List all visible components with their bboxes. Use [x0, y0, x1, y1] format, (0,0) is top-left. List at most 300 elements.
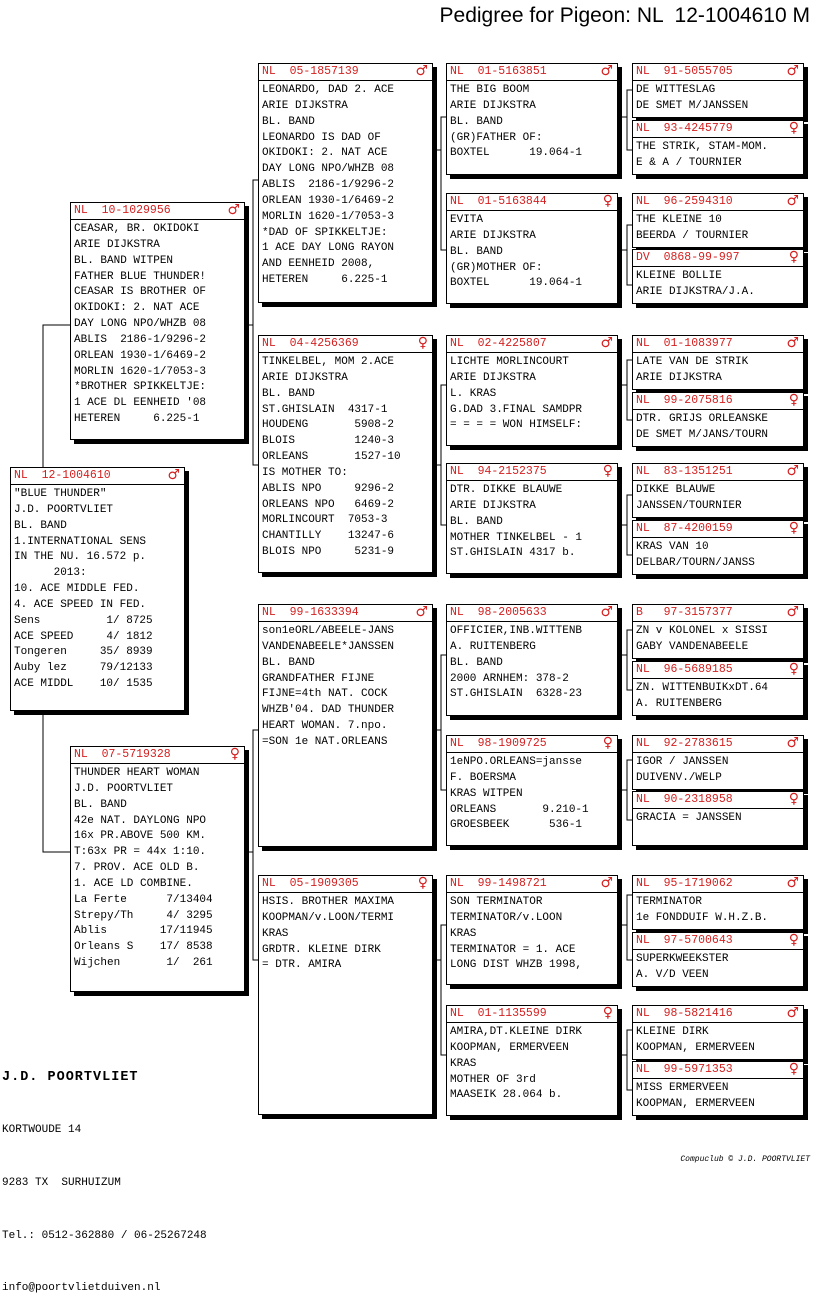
ring-number: NL 05-1909305 — [262, 877, 359, 890]
detail-line: ARIE DIJKSTRA — [450, 499, 536, 512]
pigeon-card-sire-sire[interactable] — [258, 63, 433, 303]
card-header — [447, 736, 617, 753]
sex-icon: ♂ — [227, 202, 240, 218]
detail-line: DE SMET M/JANSSEN — [636, 99, 749, 112]
card-details — [633, 1023, 803, 1057]
detail-line: LONG DIST WHZB 1998, — [450, 959, 583, 972]
ring-number: NL 02-4225807 — [450, 337, 547, 350]
detail-line: ORLEANS 9.210-1 — [450, 803, 589, 816]
ring-number: NL 01-1135599 — [450, 1007, 547, 1020]
card-header — [259, 605, 432, 622]
connector-s — [249, 180, 258, 465]
detail-line: = = = = WON HIMSELF: — [450, 419, 583, 432]
pigeon-card-sss[interactable] — [446, 63, 618, 175]
detail-line: SON TERMINATOR — [450, 896, 543, 908]
detail-line: BL. BAND — [450, 115, 503, 128]
card-header — [633, 250, 803, 267]
detail-line: MOTHER TINKELBEL - 1 — [450, 531, 583, 544]
detail-line: L. KRAS — [450, 387, 497, 400]
detail-line: BLOIS 1240-3 — [262, 435, 395, 448]
detail-line: FATHER BLUE THUNDER! — [74, 270, 207, 283]
detail-line: Ablis 17/11945 — [74, 925, 213, 938]
ring-number: B 97-3157377 — [636, 606, 733, 619]
card-details — [71, 220, 244, 428]
detail-line: KOOPMAN, ERMERVEEN — [636, 1041, 755, 1054]
card-header — [447, 336, 617, 353]
card-header — [447, 605, 617, 622]
ring-number: NL 10-1029956 — [74, 204, 171, 217]
sex-icon: ♀ — [788, 392, 799, 408]
owner-phone: Tel.: 0512-362880 / 06-25267248 — [2, 1229, 207, 1242]
detail-line: TERMINATOR = 1. ACE — [450, 943, 576, 956]
detail-line: HEART WOMAN. 7.npo. — [262, 720, 388, 733]
detail-line: KOOPMAN/v.LOON/TERMI — [262, 911, 395, 924]
detail-line: Strepy/Th 4/ 3295 — [74, 909, 213, 922]
pigeon-card-sire[interactable] — [70, 202, 245, 440]
detail-line: FIJNE=4th NAT. COCK — [262, 688, 388, 701]
detail-line: HETEREN 6.225-1 — [74, 413, 200, 426]
card-details — [633, 622, 803, 656]
pigeon-card-g4-13[interactable] — [632, 875, 804, 930]
card-details — [11, 485, 184, 693]
card-details — [633, 1079, 803, 1113]
detail-line: ABLIS 2186-1/9296-2 — [74, 333, 207, 346]
detail-line: ABLIS 2186-1/9296-2 — [262, 179, 395, 192]
sex-icon: ♀ — [788, 791, 799, 807]
detail-line: OKIDOKI: 2. NAT ACE — [262, 147, 388, 160]
detail-line: BEERDA / TOURNIER — [636, 229, 749, 242]
ring-number: NL 04-4256369 — [262, 337, 359, 350]
pigeon-card-dsd[interactable] — [446, 735, 618, 846]
detail-line: J.D. POORTVLIET — [14, 503, 114, 516]
detail-line: 2000 ARNHEM: 378-2 — [450, 672, 569, 685]
detail-line: SUPERKWEEKSTER — [636, 953, 729, 965]
detail-line: MAASEIK 28.064 b. — [450, 1089, 563, 1102]
detail-line: THE KLEINE 10 — [636, 214, 722, 226]
ring-number: NL 98-5821416 — [636, 1007, 733, 1020]
card-details — [633, 893, 803, 927]
sex-icon: ♂ — [600, 63, 613, 79]
sex-icon: ♂ — [600, 335, 613, 351]
sex-icon: ♂ — [786, 463, 799, 479]
connector-sds — [622, 360, 632, 420]
page-title: Pedigree for Pigeon: NL 12-1004610 M — [439, 4, 810, 27]
detail-line: BOXTEL 19.064-1 — [450, 277, 583, 290]
sex-icon: ♀ — [788, 1061, 799, 1077]
detail-line: A. RUITENBERG — [636, 697, 722, 710]
detail-line: ORLEAN 1930-1/6469-2 — [74, 349, 207, 362]
detail-line: HOUDENG 5908-2 — [262, 419, 395, 432]
detail-line: KRAS — [262, 927, 289, 940]
sex-icon: ♂ — [167, 467, 180, 483]
detail-line: TINKELBEL, MOM 2.ACE — [262, 356, 395, 368]
card-header — [633, 121, 803, 138]
card-header — [633, 521, 803, 538]
detail-line: BL. BAND — [450, 245, 503, 258]
sex-icon: ♀ — [788, 249, 799, 265]
ring-number: NL 99-1633394 — [262, 606, 359, 619]
ring-number: NL 94-2152375 — [450, 465, 547, 478]
detail-line: LATE VAN DE STRIK — [636, 356, 749, 368]
pigeon-card-g4-15[interactable] — [632, 1005, 804, 1060]
sex-icon: ♀ — [788, 661, 799, 677]
pigeon-card-g4-11[interactable] — [632, 735, 804, 790]
detail-line: ORLEANS NPO 6469-2 — [262, 498, 395, 511]
connector-dsd — [622, 760, 632, 820]
detail-line: HETEREN 6.225-1 — [262, 274, 388, 287]
card-header — [447, 64, 617, 81]
ring-number: NL 96-2594310 — [636, 195, 733, 208]
sex-icon: ♂ — [415, 604, 428, 620]
detail-line: THUNDER HEART WOMAN — [74, 767, 200, 779]
card-details — [633, 753, 803, 787]
detail-line: LEONARDO, DAD 2. ACE — [262, 84, 395, 96]
pigeon-card-g4-7[interactable] — [632, 463, 804, 518]
card-header — [633, 64, 803, 81]
detail-line: JANSSEN/TOURNIER — [636, 499, 742, 512]
detail-line: OFFICIER,INB.WITTENB — [450, 625, 583, 637]
detail-line: = DTR. AMIRA — [262, 959, 342, 972]
card-details — [447, 622, 617, 703]
detail-line: IN THE NU. 16.572 p. — [14, 551, 147, 564]
sex-icon: ♂ — [415, 63, 428, 79]
detail-line: G.DAD 3.FINAL SAMDPR — [450, 403, 583, 416]
pigeon-card-dam[interactable] — [70, 746, 245, 992]
detail-line: BLOIS NPO 5231-9 — [262, 546, 395, 559]
pigeon-card-g4-10[interactable] — [632, 661, 804, 716]
detail-line: 10. ACE MIDDLE FED. — [14, 583, 140, 596]
connector-ss — [437, 117, 446, 250]
detail-line: ARIE DIJKSTRA — [262, 99, 348, 112]
ring-number: NL 99-5971353 — [636, 1063, 733, 1076]
card-header — [259, 64, 432, 81]
sex-icon: ♀ — [602, 1005, 613, 1021]
card-details — [447, 353, 617, 434]
card-details — [447, 753, 617, 834]
pigeon-card-dds[interactable] — [446, 875, 618, 985]
detail-line: ZN v KOLONEL x SISSI — [636, 625, 769, 637]
card-details — [633, 353, 803, 387]
detail-line: KRAS — [450, 1057, 477, 1070]
detail-line: TERMINATOR — [636, 896, 703, 908]
sex-icon: ♂ — [786, 335, 799, 351]
detail-line: CEASAR, BR. OKIDOKI — [74, 223, 200, 235]
detail-line: KRAS — [450, 927, 477, 940]
card-header — [633, 876, 803, 893]
pigeon-card-g4-3[interactable] — [632, 193, 804, 248]
sex-icon: ♂ — [786, 1005, 799, 1021]
card-details — [633, 410, 803, 444]
pigeon-card-g4-5[interactable] — [632, 335, 804, 390]
detail-line: MORLIN 1620-1/7053-3 — [74, 365, 207, 378]
pigeon-card-g4-4[interactable] — [632, 249, 804, 304]
detail-line: ARIE DIJKSTRA — [262, 371, 348, 384]
card-header — [11, 468, 184, 485]
detail-line: DUIVENV./WELP — [636, 771, 722, 784]
sex-icon: ♂ — [786, 604, 799, 620]
card-header — [447, 464, 617, 481]
detail-line: BL. BAND — [262, 115, 315, 128]
sex-icon: ♀ — [602, 735, 613, 751]
detail-line: ORLEANS 1527-10 — [262, 451, 401, 464]
pigeon-card-sds[interactable] — [446, 335, 618, 446]
card-details — [447, 81, 617, 162]
detail-line: GRDTR. KLEINE DIRK — [262, 943, 381, 956]
detail-line: ARIE DIJKSTRA — [450, 99, 536, 112]
detail-line: 7. PROV. ACE OLD B. — [74, 862, 200, 875]
detail-line: VANDENABEELE*JANSSEN — [262, 640, 395, 653]
sex-icon: ♀ — [788, 932, 799, 948]
detail-line: MORLIN 1620-1/7053-3 — [262, 210, 395, 223]
owner-city: 9283 TX SURHUIZUM — [2, 1176, 121, 1189]
detail-line: MOTHER OF 3rd — [450, 1073, 536, 1086]
card-details — [259, 81, 432, 289]
detail-line: 1e FONDDUIF W.H.Z.B. — [636, 911, 769, 924]
detail-line: KRAS VAN 10 — [636, 541, 709, 553]
card-header — [633, 662, 803, 679]
detail-line: BL. BAND — [450, 656, 503, 669]
pigeon-card-sire-dam[interactable] — [258, 335, 433, 573]
detail-line: A. RUITENBERG — [450, 640, 536, 653]
connector-sss — [622, 90, 632, 150]
detail-line: La Ferte 7/13404 — [74, 893, 213, 906]
detail-line: ST.GHISLAIN 4317-1 — [262, 403, 388, 416]
detail-line: CEASAR IS BROTHER OF — [74, 286, 207, 299]
detail-line: BL. BAND — [262, 387, 315, 400]
detail-line: BL. BAND — [14, 519, 67, 532]
sex-icon: ♀ — [417, 875, 428, 891]
connector-dd — [437, 925, 446, 1055]
detail-line: DE SMET M/JANS/TOURN — [636, 428, 769, 441]
detail-line: BL. BAND WITPEN — [74, 254, 174, 267]
sex-icon: ♀ — [602, 193, 613, 209]
detail-line: HSIS. BROTHER MAXIMA — [262, 896, 395, 908]
detail-line: TERMINATOR/v.LOON — [450, 911, 563, 924]
sex-icon: ♂ — [786, 875, 799, 891]
detail-line: E & A / TOURNIER — [636, 156, 742, 169]
ring-number: NL 90-2318958 — [636, 793, 733, 806]
detail-line: Wijchen 1/ 261 — [74, 957, 213, 970]
detail-line: 1. ACE LD COMBINE. — [74, 877, 193, 890]
detail-line: 1.INTERNATIONAL SENS — [14, 535, 147, 548]
connector-ssd — [622, 225, 632, 285]
ring-number: NL 96-5689185 — [636, 663, 733, 676]
card-header — [633, 393, 803, 410]
detail-line: DELBAR/TOURN/JANSS — [636, 556, 755, 569]
detail-line: 16x PR.ABOVE 500 KM. — [74, 830, 207, 843]
detail-line: DTR. DIKKE BLAUWE — [450, 484, 563, 496]
ring-number: NL 12-1004610 — [14, 469, 111, 482]
sex-icon: ♀ — [788, 120, 799, 136]
detail-line: MISS ERMERVEEN — [636, 1082, 729, 1094]
detail-line: 4. ACE SPEED IN FED. — [14, 598, 147, 611]
detail-line: ZN. WITTENBUIKxDT.64 — [636, 682, 769, 694]
card-details — [633, 538, 803, 572]
detail-line: 2013: — [14, 567, 87, 580]
detail-line: LEONARDO IS DAD OF — [262, 131, 381, 144]
detail-line: GRANDFATHER FIJNE — [262, 672, 375, 685]
detail-line: ORLEAN 1930-1/6469-2 — [262, 194, 395, 207]
pigeon-card-dss[interactable] — [446, 604, 618, 716]
pigeon-card-ddd[interactable] — [446, 1005, 618, 1116]
detail-line: IGOR / JANSSEN — [636, 756, 729, 768]
detail-line: 1eNPO.ORLEANS=jansse — [450, 756, 583, 768]
owner-email[interactable]: info@poortvlietduiven.nl — [2, 1282, 161, 1295]
pigeon-card-main[interactable] — [10, 467, 185, 711]
detail-line: BL. BAND — [74, 798, 127, 811]
connector-d — [249, 730, 258, 960]
detail-line: KOOPMAN, ERMERVEEN — [450, 1041, 569, 1054]
detail-line: BL. BAND — [262, 656, 315, 669]
sex-icon: ♀ — [417, 335, 428, 351]
card-details — [633, 679, 803, 713]
card-details — [447, 481, 617, 562]
detail-line: F. BOERSMA — [450, 771, 517, 784]
pigeon-card-sdd[interactable] — [446, 463, 618, 574]
connector-ddd — [622, 1030, 632, 1090]
owner-name: J.D. POORTVLIET — [2, 1070, 139, 1086]
card-details — [633, 809, 803, 827]
pigeon-card-dam-sire[interactable] — [258, 604, 433, 847]
sex-icon: ♀ — [602, 463, 613, 479]
card-header — [447, 1006, 617, 1023]
detail-line: DTR. GRIJS ORLEANSKE — [636, 413, 769, 425]
detail-line: ACE MIDDL 10/ 1535 — [14, 678, 153, 691]
ring-number: NL 83-1351251 — [636, 465, 733, 478]
card-details — [633, 211, 803, 245]
detail-line: GROESBEEK 536-1 — [450, 819, 583, 832]
ring-number: NL 95-1719062 — [636, 877, 733, 890]
pigeon-card-g4-14[interactable] — [632, 932, 804, 987]
detail-line: =SON 1e NAT.ORLEANS — [262, 735, 388, 748]
detail-line: IS MOTHER TO: — [262, 466, 348, 479]
owner-info — [2, 1034, 207, 1316]
detail-line: 1 ACE DL EENHEID '08 — [74, 397, 207, 410]
detail-line: ARIE DIJKSTRA — [450, 371, 536, 384]
ring-number: NL 01-5163844 — [450, 195, 547, 208]
card-header — [259, 876, 432, 893]
footer-credit: Compuclub © J.D. POORTVLIET — [680, 1155, 810, 1164]
card-details — [633, 267, 803, 301]
detail-line: Sens 1/ 8725 — [14, 614, 153, 627]
card-header — [633, 1062, 803, 1079]
card-header — [633, 736, 803, 753]
detail-line: "BLUE THUNDER" — [14, 488, 107, 500]
card-header — [447, 194, 617, 211]
card-header — [633, 336, 803, 353]
ring-number: NL 01-5163851 — [450, 65, 547, 78]
detail-line: (GR)MOTHER OF: — [450, 261, 543, 274]
card-header — [633, 194, 803, 211]
detail-line: ABLIS NPO 9296-2 — [262, 482, 395, 495]
detail-line: T:63x PR = 44x 1:10. — [74, 846, 207, 859]
detail-line: OKIDOKI: 2. NAT ACE — [74, 302, 200, 315]
connector-sd — [437, 385, 446, 525]
detail-line: AND EENHEID 2008, — [262, 258, 375, 271]
detail-line: DAY LONG NPO/WHZB 08 — [262, 163, 395, 176]
pigeon-card-g4-12[interactable] — [632, 791, 804, 846]
card-details — [447, 1023, 617, 1104]
detail-line: KLEINE DIRK — [636, 1026, 709, 1038]
detail-line: Auby lez 79/12133 — [14, 662, 153, 675]
ring-number: NL 98-2005633 — [450, 606, 547, 619]
pigeon-card-dam-dam[interactable] — [258, 875, 433, 1115]
pigeon-card-g4-16[interactable] — [632, 1061, 804, 1116]
detail-line: 1 ACE DAY LONG RAYON — [262, 242, 395, 255]
sex-icon: ♂ — [786, 735, 799, 751]
detail-line: ARIE DIJKSTRA — [450, 229, 536, 242]
card-header — [633, 792, 803, 809]
card-header — [259, 336, 432, 353]
connector-dss — [622, 630, 632, 690]
detail-line: *DAD OF SPIKKELTJE: — [262, 226, 388, 239]
card-details — [633, 81, 803, 115]
detail-line: DAY LONG NPO/WHZB 08 — [74, 318, 207, 331]
detail-line: ACE SPEED 4/ 1812 — [14, 630, 153, 643]
sex-icon: ♀ — [788, 520, 799, 536]
pigeon-card-g4-9[interactable] — [632, 604, 804, 659]
pigeon-card-g4-6[interactable] — [632, 392, 804, 447]
detail-line: KRAS WITPEN — [450, 787, 523, 800]
pigeon-card-g4-2[interactable] — [632, 120, 804, 175]
detail-line: ARIE DIJKSTRA — [74, 238, 160, 251]
pigeon-card-g4-1[interactable] — [632, 63, 804, 118]
detail-line: Tongeren 35/ 8939 — [14, 646, 153, 659]
detail-line: CHANTILLY 13247-6 — [262, 530, 395, 543]
card-header — [71, 747, 244, 764]
detail-line: LICHTE MORLINCOURT — [450, 356, 569, 368]
card-details — [259, 622, 432, 751]
detail-line: KLEINE BOLLIE — [636, 270, 722, 282]
detail-line: A. V/D VEEN — [636, 968, 709, 981]
ring-number: NL 91-5055705 — [636, 65, 733, 78]
card-details — [633, 138, 803, 172]
detail-line: ST.GHISLAIN 4317 b. — [450, 547, 576, 560]
detail-line: THE BIG BOOM — [450, 84, 530, 96]
detail-line: BL. BAND — [450, 515, 503, 528]
detail-line: WHZB'04. DAD THUNDER — [262, 704, 395, 717]
sex-icon: ♂ — [600, 875, 613, 891]
detail-line: 42e NAT. DAYLONG NPO — [74, 814, 207, 827]
ring-number: NL 01-1083977 — [636, 337, 733, 350]
card-details — [259, 893, 432, 974]
pigeon-card-g4-8[interactable] — [632, 520, 804, 575]
detail-line: KOOPMAN, ERMERVEEN — [636, 1097, 755, 1110]
card-details — [633, 950, 803, 984]
card-header — [633, 1006, 803, 1023]
ring-number: NL 97-5700643 — [636, 934, 733, 947]
ring-number: NL 92-2783615 — [636, 737, 733, 750]
detail-line: GRACIA = JANSSEN — [636, 812, 742, 824]
detail-line: *BROTHER SPIKKELTJE: — [74, 381, 207, 394]
detail-line: J.D. POORTVLIET — [74, 782, 174, 795]
ring-number: DV 0868-99-997 — [636, 251, 740, 264]
card-header — [71, 203, 244, 220]
detail-line: DIKKE BLAUWE — [636, 484, 716, 496]
card-header — [633, 605, 803, 622]
detail-line: BOXTEL 19.064-1 — [450, 147, 583, 160]
sex-icon: ♀ — [229, 746, 240, 762]
detail-line: MORLINCOURT 7053-3 — [262, 514, 388, 527]
detail-line: ARIE DIJKSTRA — [636, 371, 722, 384]
connector-dds — [622, 895, 632, 960]
pigeon-card-ssd[interactable] — [446, 193, 618, 304]
detail-line: EVITA — [450, 214, 484, 226]
ring-number: NL 93-4245779 — [636, 122, 733, 135]
card-details — [71, 764, 244, 972]
card-header — [447, 876, 617, 893]
detail-line: Orleans S 17/ 8538 — [74, 941, 213, 954]
